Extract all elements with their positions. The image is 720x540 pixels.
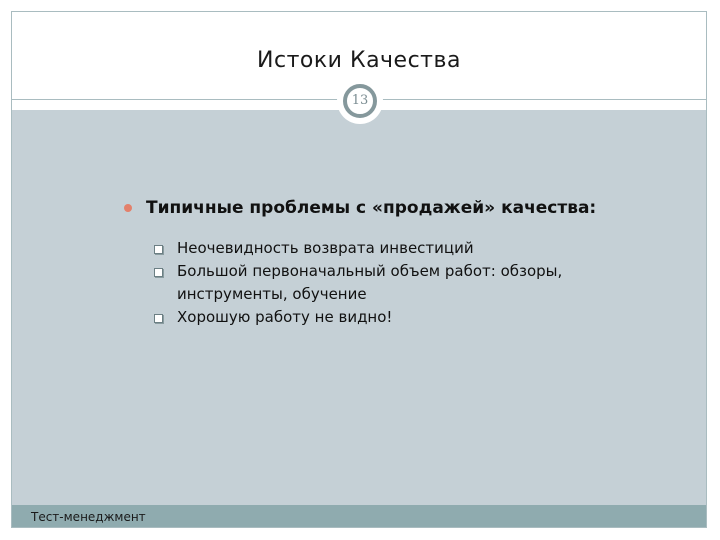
round-bullet-icon bbox=[124, 204, 132, 212]
square-bullet-icon bbox=[154, 314, 163, 323]
list-item-text: Большой первоначальный объем работ: обзоры, инструменты, обучение bbox=[177, 262, 563, 303]
heading-row bbox=[124, 198, 596, 218]
list-item bbox=[154, 306, 614, 329]
square-bullet-icon bbox=[154, 245, 163, 254]
slide-title: Истоки Качества bbox=[257, 48, 461, 73]
footer-text: Тест-менеджмент bbox=[31, 510, 146, 524]
square-bullet-icon bbox=[154, 268, 163, 277]
list-item bbox=[154, 237, 614, 260]
list-item-text: Хорошую работу не видно! bbox=[177, 308, 393, 326]
list-item bbox=[154, 260, 614, 306]
list-item-text: Неочевидность возврата инвестиций bbox=[177, 239, 474, 257]
footer-bar bbox=[12, 505, 706, 528]
slide bbox=[11, 11, 707, 528]
slide-heading: Типичные проблемы с «продажей» качества: bbox=[146, 198, 597, 218]
bullet-list bbox=[154, 237, 614, 329]
slide-number-badge: 13 bbox=[343, 84, 377, 118]
